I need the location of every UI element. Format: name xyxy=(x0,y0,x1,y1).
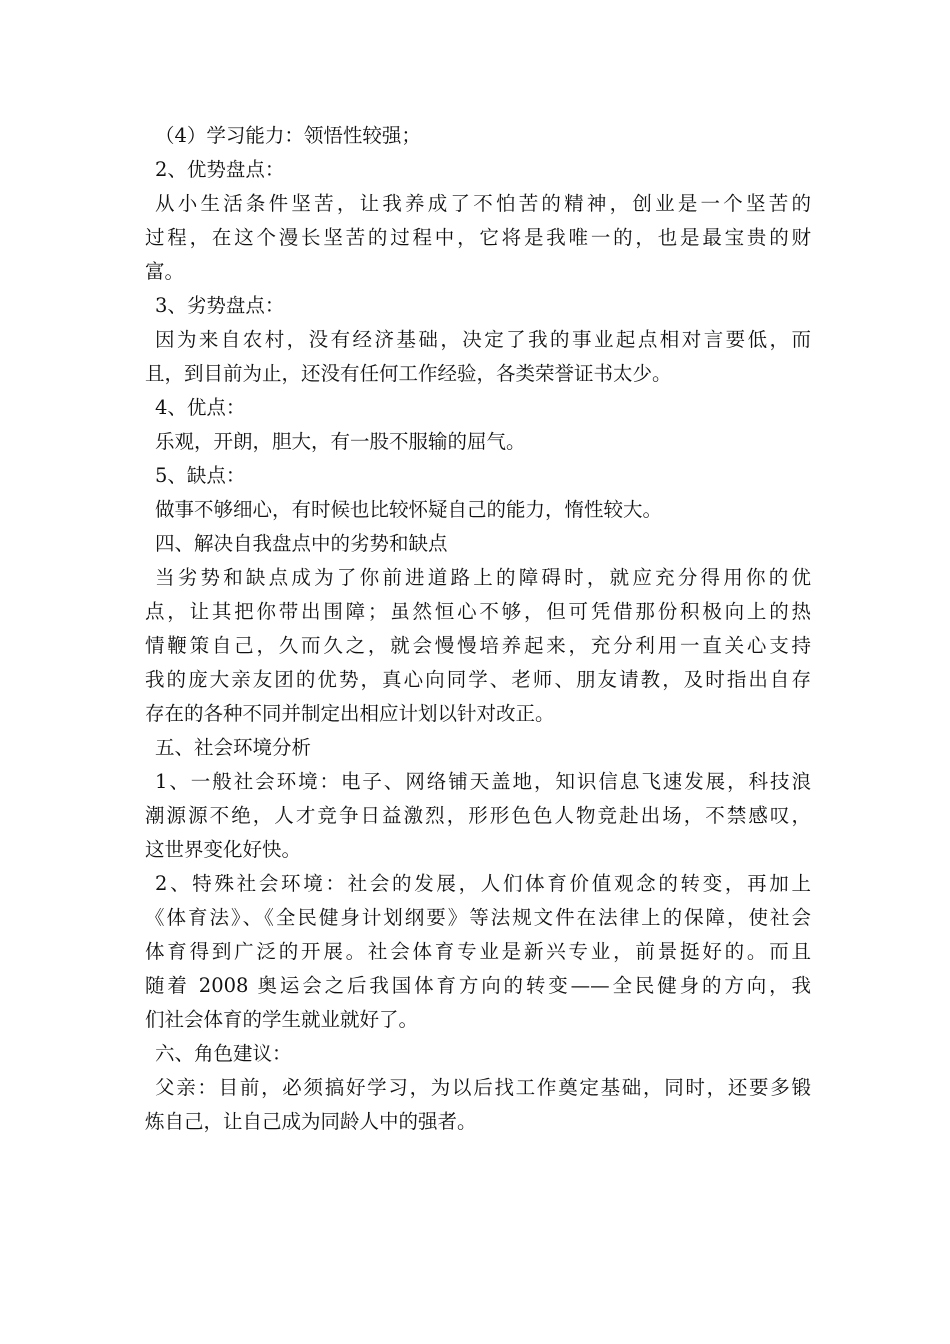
text-line-strengths-3: 富。 xyxy=(145,260,185,283)
text-line-general-env-2: 潮源源不绝，人才竞争日益激烈，形形色色人物竞赴出场，不禁感叹， xyxy=(145,804,811,827)
text-line-special-env-4: 随着 2008 奥运会之后我国体育方向的转变——全民健身的方向，我 xyxy=(145,974,811,997)
text-line-general-env-3: 这世界变化好快。 xyxy=(145,838,302,861)
text-line-weaknesses-2: 且，到目前为止，还没有任何工作经验，各类荣誉证书太少。 xyxy=(145,362,672,385)
heading-section-4: 四、解决自我盘点中的劣势和缺点 xyxy=(155,532,448,555)
heading-shortcomings: 5、缺点： xyxy=(155,464,246,487)
text-line-special-env-5: 们社会体育的学生就业就好了。 xyxy=(145,1008,419,1031)
text-line-general-env-1: 1、一般社会环境：电子、网络铺天盖地，知识信息飞速发展，科技浪 xyxy=(155,770,811,793)
text-line-section-4-1: 当劣势和缺点成为了你前进道路上的障碍时，就应充分得用你的优 xyxy=(155,566,811,589)
text-line-strengths-1: 从小生活条件坚苦，让我养成了不怕苦的精神，创业是一个坚苦的 xyxy=(155,192,811,215)
text-line-strengths-2: 过程，在这个漫长坚苦的过程中，它将是我唯一的，也是最宝贵的财 xyxy=(145,226,811,249)
text-line-section-4-5: 存在的各种不同并制定出相应计划以针对改正。 xyxy=(145,702,555,725)
document-body xyxy=(145,119,811,1139)
text-line-section-4-4: 我的庞大亲友团的优势，真心向同学、老师、朋友请教，及时指出自存 xyxy=(145,668,811,691)
text-line-merits: 乐观，开朗，胆大，有一股不服输的屈气。 xyxy=(155,430,526,453)
heading-section-6: 六、角色建议： xyxy=(155,1042,292,1065)
text-line-special-env-1: 2、特殊社会环境：社会的发展，人们体育价值观念的转变，再加上 xyxy=(155,872,811,895)
heading-weaknesses: 3、劣势盘点： xyxy=(155,294,285,317)
text-line-weaknesses-1: 因为来自农村，没有经济基础，决定了我的事业起点相对言要低，而 xyxy=(155,328,811,351)
text-line-shortcomings: 做事不够细心，有时候也比较怀疑自己的能力，惰性较大。 xyxy=(155,498,663,521)
heading-section-5: 五、社会环境分析 xyxy=(155,736,312,759)
text-line-section-4-3: 情鞭策自己，久而久之，就会慢慢培养起来，充分利用一直关心支持 xyxy=(145,634,811,657)
text-line-section-4-2: 点，让其把你带出围障；虽然恒心不够，但可凭借那份积极向上的热 xyxy=(145,600,811,623)
text-line-role-1: 父亲：目前，必须搞好学习，为以后找工作奠定基础，同时，还要多锻 xyxy=(155,1076,811,1099)
text-line-role-2: 炼自己，让自己成为同龄人中的强者。 xyxy=(145,1110,477,1133)
heading-strengths: 2、优势盘点： xyxy=(155,158,285,181)
heading-merits: 4、优点： xyxy=(155,396,246,419)
text-line-special-env-2: 《体育法》、《全民健身计划纲要》等法规文件在法律上的保障，使社会 xyxy=(145,906,811,929)
text-line-special-env-3: 体育得到广泛的开展。社会体育专业是新兴专业，前景挺好的。而且 xyxy=(145,940,811,963)
text-line-ability: （4）学习能力：领悟性较强； xyxy=(155,124,421,147)
